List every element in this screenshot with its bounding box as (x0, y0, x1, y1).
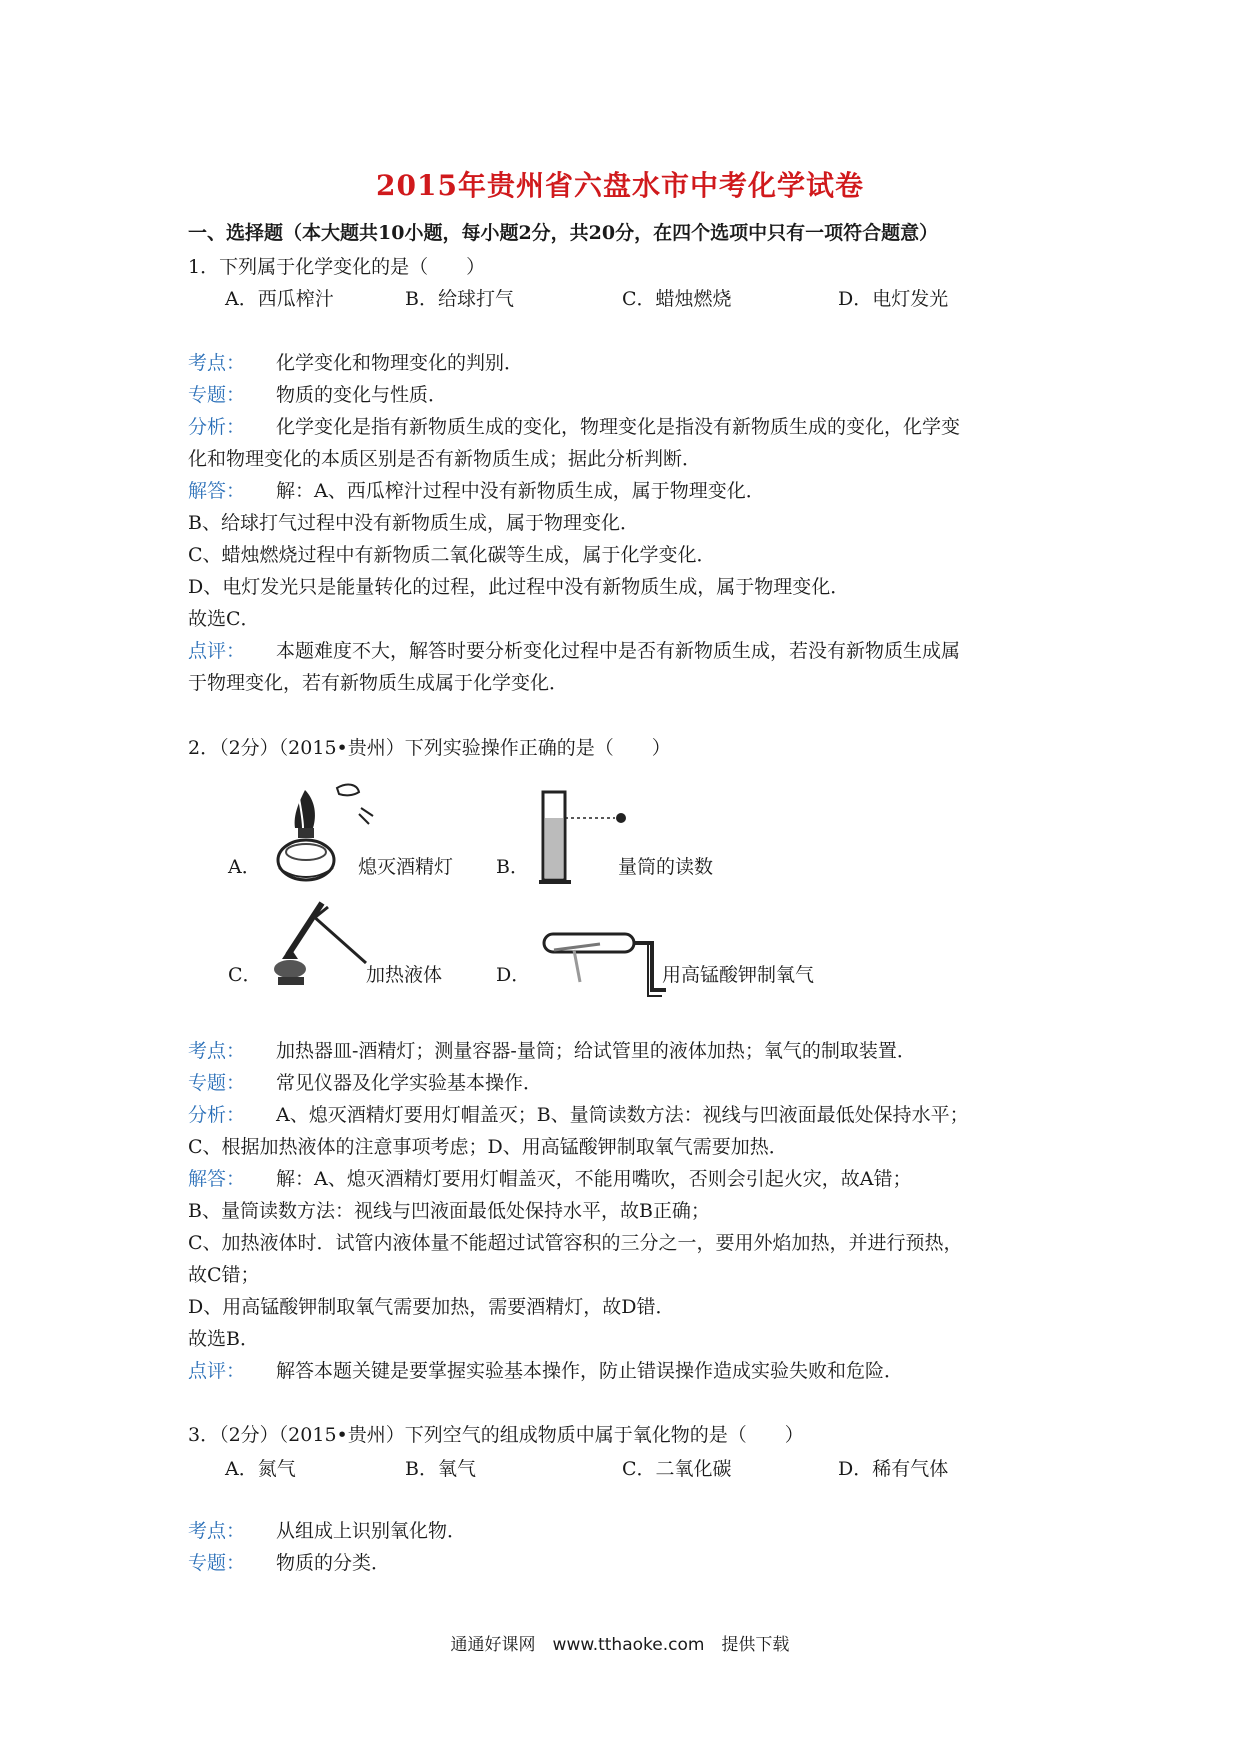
q1-jieda-d: D、电灯发光只是能量转化的过程，此过程中没有新物质生成，属于物理变化． (188, 576, 850, 598)
jieda-label: 解答： (188, 480, 246, 502)
q2-answer: 故选B． (188, 1328, 259, 1350)
heating-test-tube-figure (268, 893, 378, 993)
oxygen-prep-apparatus-figure (540, 920, 670, 1000)
q1-answer: 故选C． (188, 608, 260, 630)
zhuanti-label: 专题： (188, 1072, 246, 1094)
q1-jieda-c: C、蜡烛燃烧过程中有新物质二氧化碳等生成，属于化学变化． (188, 544, 716, 566)
q2-option-d-letter: D． (496, 964, 531, 986)
fenxi-label: 分析： (188, 1104, 246, 1126)
q1-option-b: B．给球打气 (405, 288, 514, 310)
q2-fenxi: 分析： A、熄灭酒精灯要用灯帽盖灭；B、量筒读数方法：视线与凹液面最低处保持水平； (188, 1104, 969, 1126)
page-footer: 通通好课网 www.tthaoke.com 提供下载 (450, 1635, 790, 1655)
q2-option-a-text: 熄灭酒精灯 (358, 856, 454, 878)
jieda-label: 解答： (188, 1168, 246, 1190)
q2-option-a-letter: A． (228, 856, 261, 878)
q2-jieda: 解答： 解：A、熄灭酒精灯要用灯帽盖灭，不能用嘴吹，否则会引起火灾，故A错； (188, 1168, 912, 1190)
q2-fenxi-cont: C、根据加热液体的注意事项考虑；D、用高锰酸钾制取氧气需要加热． (188, 1136, 788, 1158)
q1-option-a: A．西瓜榨汁 (225, 288, 334, 310)
q2-option-b-letter: B． (496, 856, 529, 878)
q2-stem: 2．（2分）（2015•贵州）下列实验操作正确的是（ ） (188, 737, 671, 759)
q1-jieda: 解答： 解：A、西瓜榨汁过程中没有新物质生成，属于物理变化． (188, 480, 765, 502)
q2-option-b-text: 量筒的读数 (618, 856, 714, 878)
q1-fenxi: 分析： 化学变化是指有新物质生成的变化，物理变化是指没有新物质生成的变化，化学变 (188, 416, 961, 438)
q1-option-c: C．蜡烛燃烧 (622, 288, 732, 310)
q2-option-d-text: 用高锰酸钾制氧气 (662, 964, 815, 986)
q2-option-c-letter: C． (228, 964, 262, 986)
zhuanti-label: 专题： (188, 1552, 246, 1574)
kaodian-label: 考点： (188, 1520, 246, 1542)
q2-jieda-d: D、用高锰酸钾制取氧气需要加热，需要酒精灯，故D错． (188, 1296, 675, 1318)
q1-fenxi-cont: 化和物理变化的本质区别是否有新物质生成；据此分析判断． (188, 448, 702, 470)
kaodian-label: 考点： (188, 1040, 246, 1062)
page-title: 2015年贵州省六盘水市中考化学试卷 (376, 169, 864, 202)
dianping-label: 点评： (188, 1360, 246, 1382)
q2-option-c-text: 加热液体 (366, 964, 443, 986)
q1-stem: 1．下列属于化学变化的是（ ） (188, 256, 486, 278)
section-heading: 一、选择题（本大题共10小题，每小题2分，共20分，在四个选项中只有一项符合题意） (188, 222, 939, 244)
q3-zhuanti: 专题： 物质的分类． (188, 1552, 391, 1574)
q3-kaodian: 考点： 从组成上识别氧化物． (188, 1520, 467, 1542)
zhuanti-label: 专题： (188, 384, 246, 406)
q2-jieda-c: C、加热液体时．试管内液体量不能超过试管容积的三分之一，要用外焰加热，并进行预热， (188, 1232, 963, 1254)
q1-kaodian: 考点： 化学变化和物理变化的判别． (188, 352, 524, 374)
q1-dianping-cont: 于物理变化，若有新物质生成属于化学变化． (188, 672, 569, 694)
q1-dianping: 点评： 本题难度不大，解答时要分析变化过程中是否有新物质生成，若没有新物质生成属 (188, 640, 961, 662)
q3-option-a: A．氮气 (225, 1458, 296, 1480)
q2-jieda-c-cont: 故C错； (188, 1264, 260, 1286)
q2-jieda-b: B、量筒读数方法：视线与凹液面最低处保持水平，故B正确； (188, 1200, 710, 1222)
q3-option-d: D．稀有气体 (838, 1458, 949, 1480)
kaodian-label: 考点： (188, 352, 246, 374)
q1-option-d: D．电灯发光 (838, 288, 949, 310)
fenxi-label: 分析： (188, 416, 246, 438)
q3-stem: 3．（2分）（2015•贵州）下列空气的组成物质中属于氧化物的是（ ） (188, 1424, 804, 1446)
q2-zhuanti: 专题： 常见仪器及化学实验基本操作． (188, 1072, 543, 1094)
q3-option-c: C．二氧化碳 (622, 1458, 732, 1480)
q3-option-b: B．氧气 (405, 1458, 476, 1480)
q1-jieda-b: B、给球打气过程中没有新物质生成，属于物理变化． (188, 512, 639, 534)
dianping-label: 点评： (188, 640, 246, 662)
q2-kaodian: 考点： 加热器皿-酒精灯；测量容器-量筒；给试管里的液体加热；氧气的制取装置． (188, 1040, 916, 1062)
q1-zhuanti: 专题： 物质的变化与性质． (188, 384, 448, 406)
q2-dianping: 点评： 解答本题关键是要掌握实验基本操作，防止错误操作造成实验失败和危险． (188, 1360, 904, 1382)
